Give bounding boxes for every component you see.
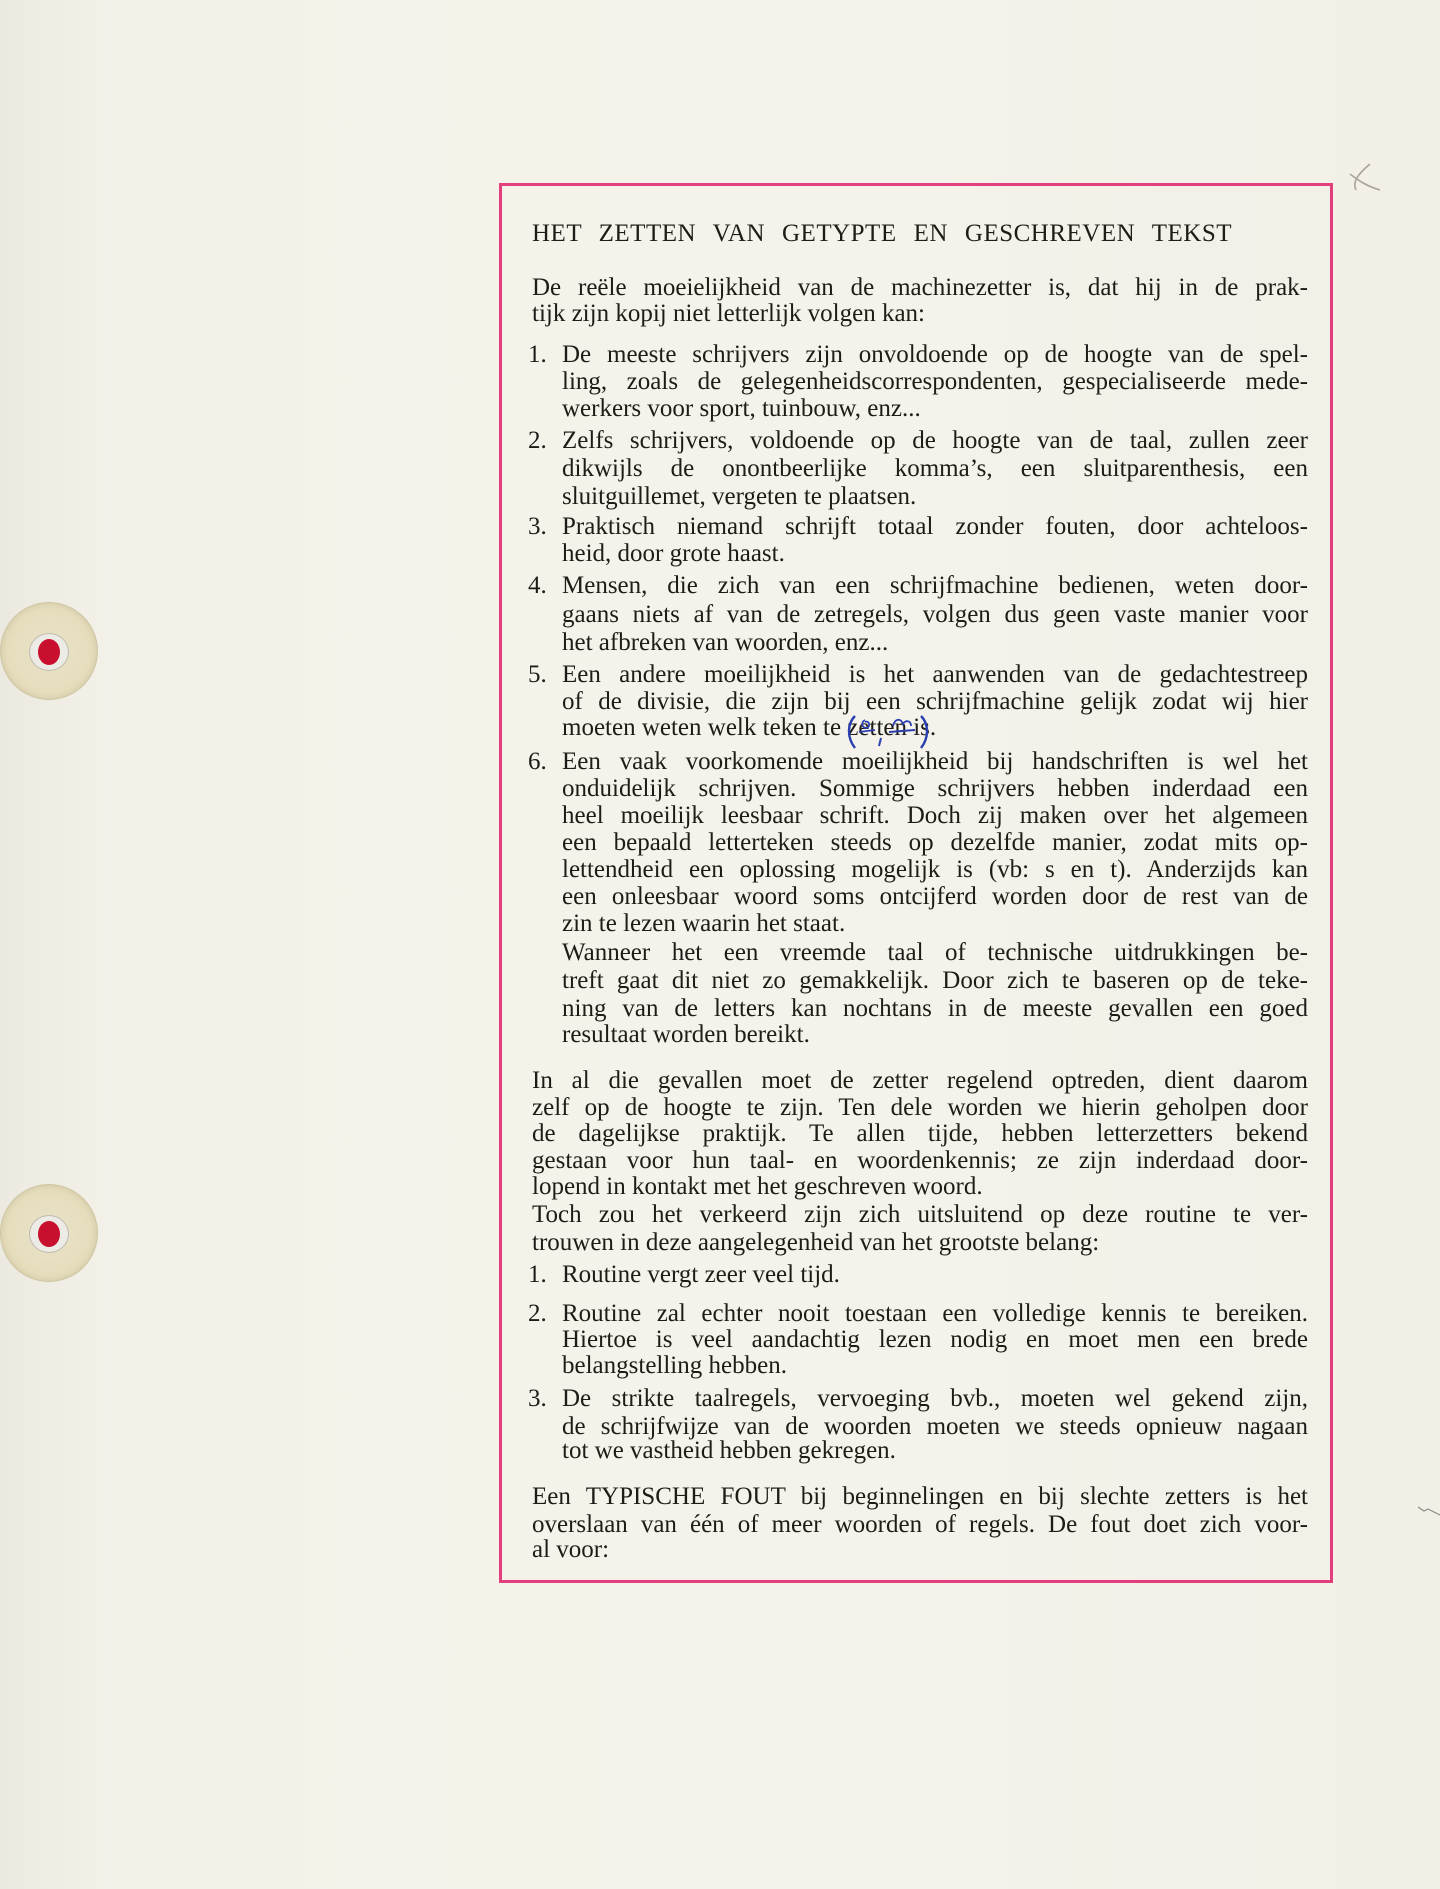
paragraph-line: gestaan voor hun taal- en woordenkennis; ze zijn inderdaad door- [532, 1147, 1308, 1174]
list-item-line: Een vaak voorkomende moeilijkheid bij handschriften is wel het [562, 748, 1308, 775]
list-item-line: gaans niets af van de zetregels, volgen dus geen vaste manier voor [562, 601, 1308, 628]
binder-hole-reinforcement-bottom [0, 1184, 98, 1282]
paragraph-line: overslaan van één of meer woorden of regels. De fout doet zich voor- [532, 1511, 1308, 1538]
list-item-line: zin te lezen waarin het staat. [562, 910, 846, 937]
list-item-line: werkers voor sport, tuinbouw, enz... [562, 395, 921, 422]
list-item-line: het afbreken van woorden, enz... [562, 629, 889, 656]
paragraph-line: al voor: [532, 1536, 610, 1563]
paragraph-line: In al die gevallen moet de zetter regelend optreden, dient daarom [532, 1067, 1308, 1094]
list-item-line: resultaat worden bereikt. [562, 1021, 810, 1048]
pencil-check-mark-icon [1342, 160, 1382, 200]
list-item-line: belangstelling hebben. [562, 1352, 787, 1379]
paragraph-line: De reële moeielijkheid van de machinezetter is, dat hij in de prak- [532, 274, 1308, 301]
list-item-line: Mensen, die zich van een schrijfmachine bedienen, weten door- [562, 572, 1308, 599]
list-number: 3. [528, 513, 547, 540]
list-number: 2. [528, 427, 547, 454]
list-item-line: een onleesbaar woord soms ontcijferd worden door de rest van de [562, 883, 1308, 910]
list-item-line: heid, door grote haast. [562, 540, 785, 567]
list-item-line: ling, zoals de gelegenheidscorrespondenten, gespecialiseerde mede- [562, 368, 1308, 395]
list-item-line: heel moeilijk leesbaar schrift. Doch zij maken over het algemeen [562, 802, 1308, 829]
list-item-line: ning van de letters kan nochtans in de meeste gevallen een goed [562, 995, 1308, 1022]
list-item-line: dikwijls de onontbeerlijke komma’s, een sluitparenthesis, een [562, 455, 1308, 482]
paragraph-line: trouwen in deze aangelegenheid van het grootste belang: [532, 1229, 1100, 1256]
paragraph-line: Toch zou het verkeerd zijn zich uitsluitend op deze routine te ver- [532, 1201, 1308, 1228]
list-item-line: tot we vastheid hebben gekregen. [562, 1437, 896, 1464]
list-item-line: Hiertoe is veel aandachtig lezen nodig en moet men een brede [562, 1326, 1308, 1353]
binder-hole-reinforcement-top [0, 602, 98, 700]
paragraph-line: lopend in kontakt met het geschreven woord. [532, 1173, 983, 1200]
paragraph-line: Een TYPISCHE FOUT bij beginnelingen en bij slechte zetters is het [532, 1483, 1308, 1510]
list-item-line: treft gaat dit niet zo gemakkelijk. Door zich te baseren op de teke- [562, 967, 1308, 994]
list-item-line: Routine vergt zeer veel tijd. [562, 1261, 840, 1288]
list-item-line: onduidelijk schrijven. Sommige schrijvers hebben inderdaad een [562, 775, 1308, 802]
list-item-line: De meeste schrijvers zijn onvoldoende op de hoogte van de spel- [562, 341, 1308, 368]
list-number: 1. [528, 341, 547, 368]
list-number: 2. [528, 1300, 547, 1327]
list-item-line: Routine zal echter nooit toestaan een volledige kennis te bereiken. [562, 1300, 1308, 1327]
paragraph-line: zelf op de hoogte te zijn. Ten dele worden we hierin geholpen door [532, 1094, 1308, 1121]
list-item-line: sluitguillemet, vergeten te plaatsen. [562, 483, 917, 510]
paragraph-line: de dagelijkse praktijk. Te allen tijde, hebben letterzetters bekend [532, 1120, 1308, 1147]
paper-edge-nick [1418, 1505, 1440, 1517]
list-item-line: Wanneer het een vreemde taal of technische uitdrukkingen be- [562, 939, 1308, 966]
list-number: 5. [528, 661, 547, 688]
list-item-line: moeten weten welk teken te zetten is. [562, 714, 937, 741]
handwritten-annotation [845, 712, 935, 750]
list-item-line: of de divisie, die zijn bij een schrijfmachine gelijk zodat wij hier [562, 688, 1308, 715]
list-item-line: de schrijfwijze van de woorden moeten we steeds opnieuw nagaan [562, 1413, 1308, 1440]
list-item-line: Een andere moeilijkheid is het aanwenden van de gedachtestreep [562, 661, 1308, 688]
list-number: 6. [528, 748, 547, 775]
list-item-line: De strikte taalregels, vervoeging bvb., moeten wel gekend zijn, [562, 1385, 1308, 1412]
list-number: 4. [528, 572, 547, 599]
list-number: 3. [528, 1385, 547, 1412]
list-item-line: een bepaald letterteken steeds op dezelfde manier, zodat mits op- [562, 829, 1308, 856]
list-item-line: Praktisch niemand schrijft totaal zonder fouten, door achteloos- [562, 513, 1308, 540]
list-item-line: Zelfs schrijvers, voldoende op de hoogte van de taal, zullen zeer [562, 427, 1308, 454]
paragraph-line: tijk zijn kopij niet letterlijk volgen kan: [532, 300, 925, 327]
list-number: 1. [528, 1261, 547, 1288]
list-item-line: lettendheid een oplossing mogelijk is (vb: s en t). Anderzijds kan [562, 856, 1308, 883]
document-title: HET ZETTEN VAN GETYPTE EN GESCHREVEN TEKST [532, 220, 1232, 247]
